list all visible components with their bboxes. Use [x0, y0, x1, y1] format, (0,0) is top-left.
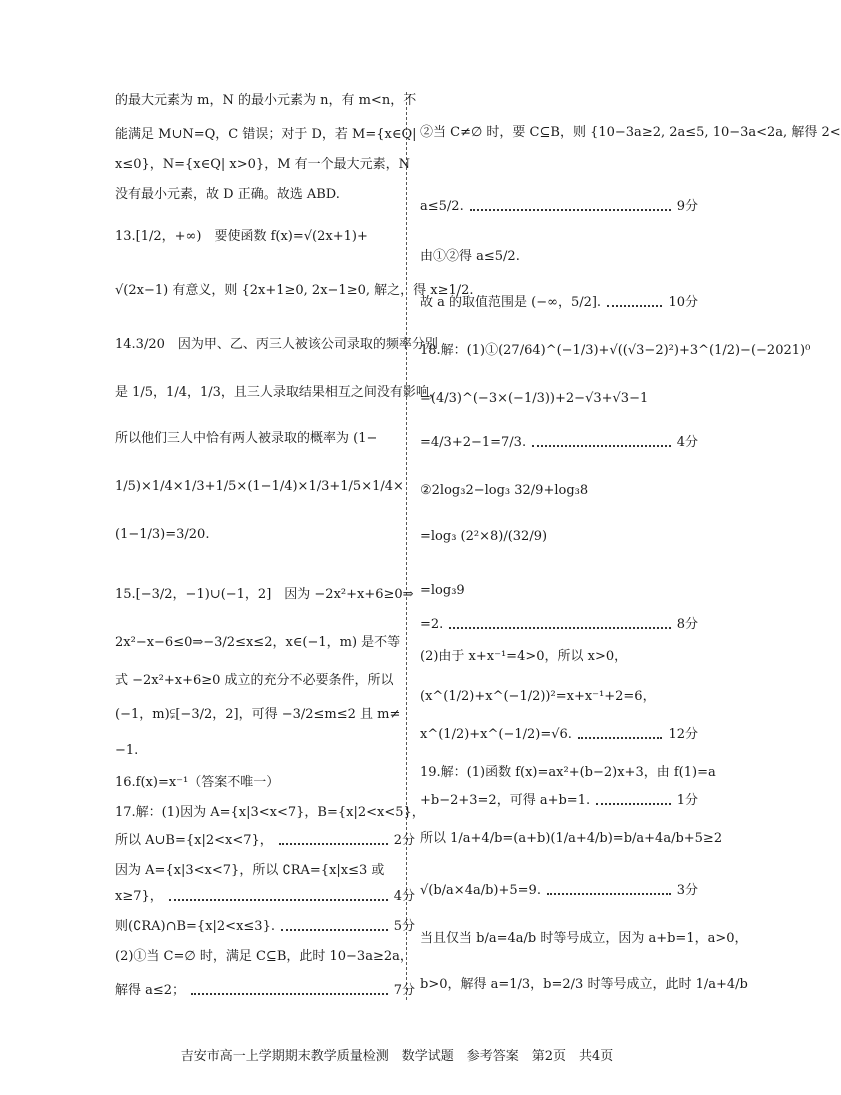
answer-16: 16.f(x)=x⁻¹（答案不唯一） [115, 775, 280, 790]
score: 4分 [676, 435, 698, 450]
text-line [420, 198, 698, 216]
answer-15: 15.[−3/2，−1)∪(−1，2] 因为 −2x²+x+6≥0⇒ [115, 587, 414, 602]
line-text: 解得 a≤2； [115, 983, 186, 998]
line-text: 则(∁RA)∩B={x|2<x≤3}. [115, 919, 275, 934]
dot-leader [279, 836, 388, 845]
line-text: 故 a 的取值范围是 (−∞，5/2]. [420, 295, 602, 310]
text-line: (x^(1/2)+x^(−1/2))²=x+x⁻¹+2=6， [420, 689, 656, 704]
text-line [115, 832, 415, 850]
text-line: ②2log₃2−log₃ 32/9+log₃8 [420, 483, 589, 498]
page-footer: 吉安市高一上学期期末教学质量检测 数学试题 参考答案 第2页 共4页 [180, 1049, 614, 1064]
answer-18: 18.解：(1)①(27/64)^(−1/3)+√((√3−2)²)+3^(1/2)−(−2021)⁰ [420, 343, 811, 358]
text-line: (−1，m)⫋[−3/2，2]，可得 −3/2≤m≤2 且 m≠ [115, 707, 401, 722]
text-line [420, 434, 698, 452]
line-text: a≤5/2. [420, 199, 464, 214]
score: 10分 [668, 295, 698, 310]
score: 12分 [668, 727, 698, 742]
text-line [115, 982, 415, 1000]
text-line: 所以他们三人中恰有两人被录取的概率为 (1− [115, 431, 378, 446]
text-line: (2)①当 C=∅ 时，满足 C⊆B，此时 10−3a≥2a， [115, 949, 413, 964]
text-line: ②当 C≠∅ 时，要 C⊆B，则 {10−3a≥2, 2a≤5, 10−3a<2a, 解得 2< [420, 125, 841, 140]
score: 7分 [393, 983, 415, 998]
line-text: x≥7}， [115, 889, 163, 904]
line-text: √(b/a×4a/b)+5=9. [420, 883, 541, 898]
text-line [115, 918, 415, 936]
answer-17: 17.解：(1)因为 A={x|3<x<7}，B={x|2<x<5}， [115, 805, 425, 820]
text-line: x≤0}，N={x∈Q| x>0}，M 有一个最大元素，N [115, 157, 411, 172]
line-text: 所以 A∪B={x|2<x<7}， [115, 833, 273, 848]
line-text: x^(1/2)+x^(−1/2)=√6. [420, 727, 572, 742]
text-line: (1−1/3)=3/20. [115, 527, 210, 542]
text-line [420, 792, 698, 810]
text-line: b>0，解得 a=1/3，b=2/3 时等号成立，此时 1/a+4/b [420, 977, 748, 992]
text-line: 式 −2x²+x+6≥0 成立的充分不必要条件，所以 [115, 673, 394, 688]
text-line [420, 294, 698, 312]
line-text: =4/3+2−1=7/3. [420, 435, 527, 450]
dot-leader [596, 796, 671, 805]
text-line [115, 888, 415, 906]
column-divider [406, 92, 407, 1000]
text-line: 当且仅当 b/a=4a/b 时等号成立，因为 a+b=1，a>0， [420, 931, 748, 946]
text-line [420, 882, 698, 900]
line-text: =2. [420, 617, 444, 632]
score: 8分 [676, 617, 698, 632]
text-line: (2)由于 x+x⁻¹=4>0，所以 x>0， [420, 649, 628, 664]
score: 4分 [393, 889, 415, 904]
text-line: 由①②得 a≤5/2. [420, 249, 520, 264]
dot-leader [449, 620, 670, 629]
text-line: 所以 1/a+4/b=(a+b)(1/a+4/b)=b/a+4a/b+5≥2 [420, 831, 723, 846]
text-line [420, 616, 698, 634]
dot-leader [547, 886, 671, 895]
text-line: 2x²−x−6≤0⇒−3/2≤x≤2，x∈(−1，m) 是不等 [115, 635, 401, 650]
text-line [420, 726, 698, 744]
dot-leader [281, 922, 388, 931]
score: 2分 [393, 833, 415, 848]
answer-14: 14.3/20 因为甲、乙、丙三人被该公司录取的频率分别 [115, 337, 438, 352]
score: 9分 [676, 199, 698, 214]
dot-leader [532, 438, 671, 447]
score: 1分 [676, 793, 698, 808]
score: 5分 [393, 919, 415, 934]
line-text: +b−2+3=2，可得 a+b=1. [420, 793, 591, 808]
dot-leader [578, 730, 663, 739]
answer-13-system: √(2x−1) 有意义，则 {2x+1≥0, 2x−1≥0, 解之，得 x≥1/2. [115, 283, 474, 298]
text-line: 的最大元素为 m，N 的最小元素为 n，有 m<n，不 [115, 93, 417, 108]
text-line: 是 1/5，1/4，1/3，且三人录取结果相互之间没有影响， [115, 385, 442, 400]
dot-leader [607, 298, 662, 307]
answer-13: 13.[1/2，+∞) 要使函数 f(x)=√(2x+1)+ [115, 229, 368, 244]
text-line: 能满足 M∪N=Q，C 错误；对于 D，若 M={x∈Q| [115, 127, 417, 142]
answer-19: 19.解：(1)函数 f(x)=ax²+(b−2)x+3，由 f(1)=a [420, 765, 716, 780]
dot-leader [191, 986, 388, 995]
text-line: 没有最小元素，故 D 正确。故选 ABD. [115, 187, 340, 202]
text-line: −1. [115, 743, 139, 758]
text-line: =log₃ (2²×8)/(32/9) [420, 529, 548, 544]
score: 3分 [676, 883, 698, 898]
text-line: =(4/3)^(−3×(−1/3))+2−√3+√3−1 [420, 391, 649, 406]
text-line: =log₃9 [420, 583, 465, 598]
text-line: 1/5)×1/4×1/3+1/5×(1−1/4)×1/3+1/5×1/4× [115, 479, 404, 494]
dot-leader [470, 202, 671, 211]
dot-leader [169, 892, 388, 901]
text-line: 因为 A={x|3<x<7}，所以 ∁RA={x|x≤3 或 [115, 863, 385, 878]
